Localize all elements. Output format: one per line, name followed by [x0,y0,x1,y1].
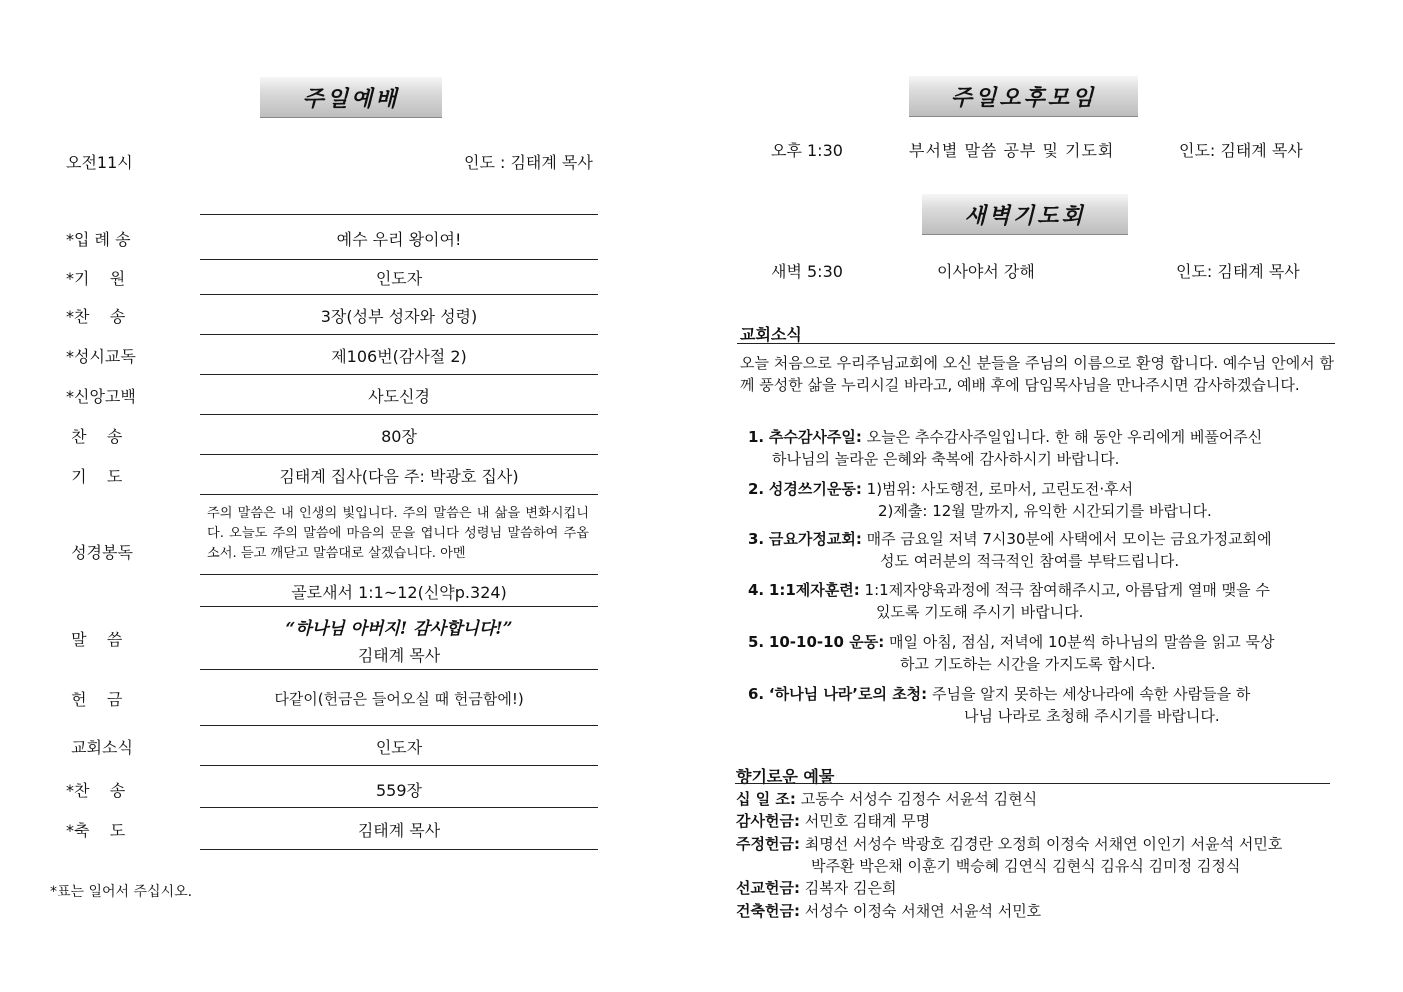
news-item: 5. 10-10-10 운동: 매일 아침, 점심, 저녁에 10분씩 하나님의 말씀을 읽고 묵상 하고 기도하는 시간을 가지도록 합시다. [748,633,1275,673]
order-label: 찬 송 [66,427,123,446]
afternoon-leader: 인도: 김태계 목사 [1179,141,1303,160]
order-value: 제106번(감사절 2) [331,347,467,366]
worship-title: 주일예배 [260,77,442,118]
table-divider [200,606,598,607]
news-item: 1. 추수감사주일: 오늘은 추수감사주일입니다. 한 해 동안 우리에게 베풀어주신 하나님의 놀라운 은혜와 축복에 감사하시기 바랍니다. [748,428,1263,468]
table-divider [200,414,598,415]
order-label: *입 례 송 [66,230,131,249]
welcome-text: 오늘 처음으로 우리주님교회에 오신 분들을 주님의 이름으로 환영 합니다. 예수님 안에서 함께 풍성한 삶을 누리시길 바라고, 예배 후에 담임목사님을 만나주시면 감사하겠습니다. [740,354,1334,394]
order-value: 김태계 집사(다음 주: 박광호 집사) [279,467,519,486]
table-divider [200,294,598,295]
table-divider [200,725,598,726]
standing-footnote: *표는 일어서 주십시오. [50,884,193,900]
service-time: 오전11시 [66,153,133,172]
order-value: 3장(성부 성자와 성령) [320,307,478,326]
order-label: *찬 송 [66,307,126,326]
order-value: 김태계 목사 [357,821,441,840]
afternoon-time: 오후 1:30 [771,141,843,160]
order-label: *신앙고백 [66,387,136,406]
sermon-title: “하나님 아버지! 감사합니다!” [285,619,513,639]
news-item: 4. 1:1제자훈련: 1:1제자양육과정에 적극 참여해주시고, 아름답게 열매 맺을 수 있도록 기도해 주시기 바랍니다. [748,581,1270,621]
order-label: 말 씀 [66,630,123,649]
order-label: *성시교독 [66,347,136,366]
table-divider [200,454,598,455]
offering-row: 감사헌금: 서민호 김태계 무명 [736,812,931,830]
table-divider [200,334,598,335]
table-divider [200,849,598,850]
order-value: 예수 우리 왕이여! [336,230,462,249]
dawn-leader: 인도: 김태계 목사 [1176,262,1300,281]
offering-row: 선교헌금: 김복자 김은희 [736,879,897,897]
order-value: 559장 [376,781,422,800]
order-value: 다같이(헌금은 들어오실 때 헌금함에!) [274,690,524,708]
offering-row: 십 일 조: 고동수 서성수 김정수 서윤석 김현식 [736,790,1038,808]
order-label: 헌 금 [66,690,123,709]
order-value: 사도신경 [368,387,430,406]
offerings-divider [735,783,1330,784]
table-divider [200,574,598,575]
order-label: 성경봉독 [66,543,133,562]
offering-row-continued: 박주환 박은채 이훈기 백승혜 김연식 김현식 김유식 김미정 김정식 [811,857,1241,875]
order-value: 인도자 [375,738,423,757]
scripture-reference: 골로새서 1:1~12(신약p.324) [291,583,507,602]
afternoon-title: 주일오후모임 [909,76,1138,117]
offering-row: 건축헌금: 서성수 이정숙 서채연 서윤석 서민호 [736,902,1042,920]
dawn-time: 새벽 5:30 [771,262,843,281]
order-value: 80장 [381,427,417,446]
news-divider [737,343,1335,344]
news-item: 6. ‘하나님 나라’로의 초청: 주님을 알지 못하는 세상나라에 속한 사람들을 하 나님 나라로 초청해 주시기를 바랍니다. [748,685,1251,725]
table-divider [200,374,598,375]
reading-prayer: 주의 말씀은 내 인생의 빛입니다. 주의 말씀은 내 삶을 변화시킵니다. 오늘도 주의 말씀에 마음의 문을 엽니다 성령님 말씀하여 주옵소서. 듣고 깨닫고 말씀대로 살겠습니다. 아멘 [207,506,589,561]
order-label: *찬 송 [66,781,126,800]
news-item: 2. 성경쓰기운동: 1)범위: 사도행전, 로마서, 고린도전·후서 2)제출: 12월 말까지, 유익한 시간되기를 바랍니다. [748,480,1212,520]
offering-row: 주정헌금: 최명선 서성수 박광호 김경란 오정희 이정숙 서채연 이인기 서윤석 서민호 [736,835,1283,853]
order-label: *기 원 [66,269,126,288]
table-divider [200,669,598,670]
order-label: *축 도 [66,821,126,840]
table-divider [200,494,598,495]
news-heading: 교회소식 [740,325,802,344]
table-divider [200,765,598,766]
afternoon-content: 부서별 말씀 공부 및 기도회 [909,141,1115,160]
news-item: 3. 금요가정교회: 매주 금요일 저녁 7시30분에 사택에서 모이는 금요가정교회에 성도 여러분의 적극적인 참여를 부탁드립니다. [748,530,1272,570]
service-leader: 인도 : 김태계 목사 [464,153,593,172]
order-label: 기 도 [66,467,123,486]
order-value: 인도자 [375,269,423,288]
dawn-content: 이사야서 강해 [937,262,1035,281]
table-divider [200,807,598,808]
dawn-prayer-title: 새벽기도회 [922,194,1128,235]
order-label: 교회소식 [66,738,133,757]
offerings-heading: 향기로운 예물 [736,767,835,786]
sermon-preacher: 김태계 목사 [357,646,441,665]
table-divider [200,214,598,215]
table-divider [200,259,598,260]
